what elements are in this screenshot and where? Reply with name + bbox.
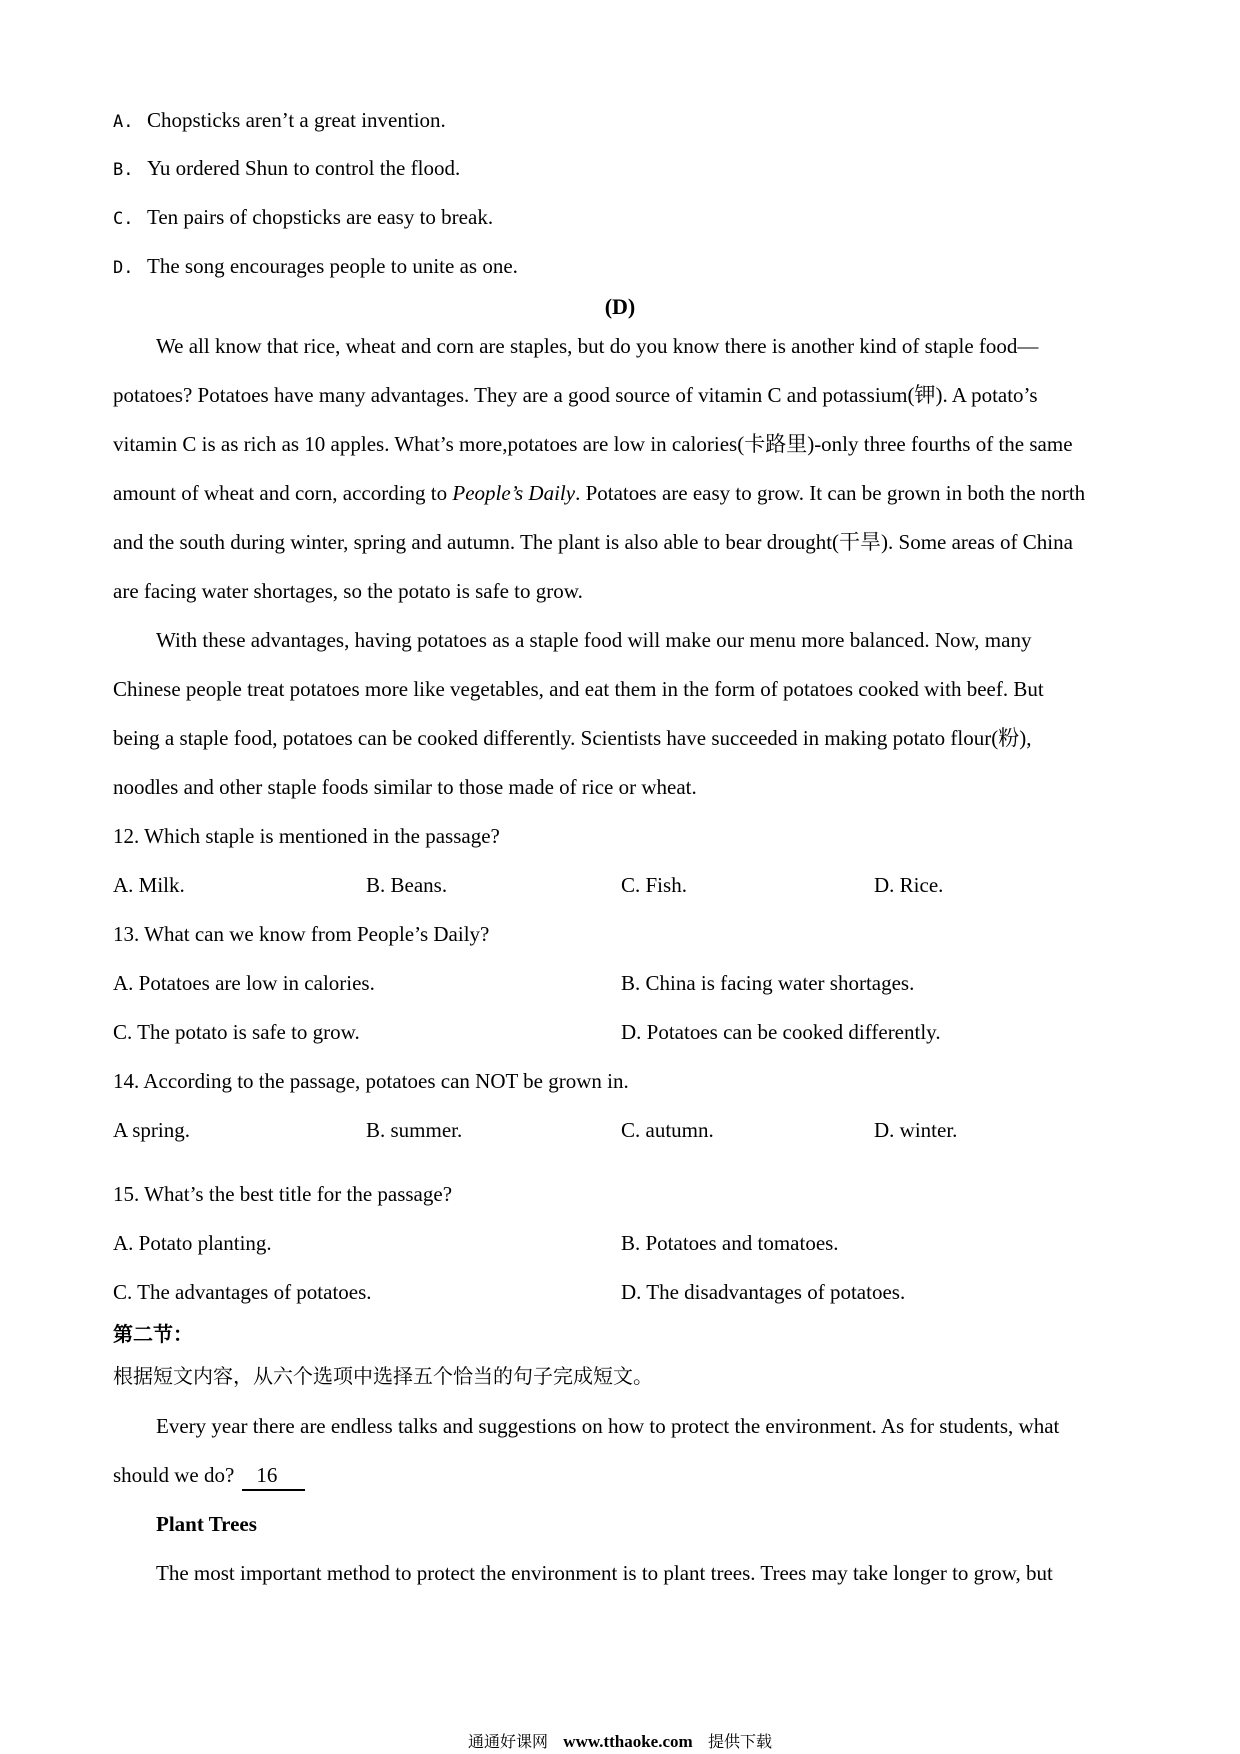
passage-line: vitamin C is as rich as 10 apples. What’s more,potatoes are low in calories(卡路里)-only three fourths of the same	[113, 432, 1073, 456]
newspaper-name: People’s Daily	[452, 481, 576, 505]
q14-option-c: C. autumn.	[621, 1118, 714, 1142]
question-13: 13. What can we know from People’s Daily?	[113, 922, 490, 946]
passage-line: Every year there are endless talks and suggestions on how to protect the environment. As for students, what	[156, 1414, 1060, 1438]
passage-line: We all know that rice, wheat and corn are staples, but do you know there is another kind of staple food—	[156, 334, 1039, 358]
q13-option-b: B. China is facing water shortages.	[621, 971, 915, 995]
passage-line: Chinese people treat potatoes more like vegetables, and eat them in the form of potatoes cooked with beef. But	[113, 677, 1044, 701]
prev-option-d: D. The song encourages people to unite as one.	[113, 254, 518, 278]
section-heading: (D)	[604, 294, 636, 319]
question-14: 14. According to the passage, potatoes can NOT be grown in.	[113, 1069, 629, 1093]
passage-line: The most important method to protect the environment is to plant trees. Trees may take longer to grow, but	[156, 1561, 1053, 1585]
q15-option-a: A. Potato planting.	[113, 1231, 272, 1255]
prev-option-a: A. Chopsticks aren’t a great invention.	[113, 108, 446, 132]
q12-option-d: D. Rice.	[874, 873, 944, 897]
q15-option-b: B. Potatoes and tomatoes.	[621, 1231, 839, 1255]
passage-line: noodles and other staple foods similar to those made of rice or wheat.	[113, 775, 697, 799]
q12-option-a: A. Milk.	[113, 873, 185, 897]
q12-option-c: C. Fish.	[621, 873, 687, 897]
answer-blank-16[interactable]: 16	[242, 1461, 305, 1491]
question-12: 12. Which staple is mentioned in the passage?	[113, 824, 500, 848]
question-15: 15. What’s the best title for the passage?	[113, 1182, 453, 1206]
q14-option-d: D. winter.	[874, 1118, 958, 1142]
prev-option-b: B. Yu ordered Shun to control the flood.	[113, 156, 461, 180]
q15-option-c: C. The advantages of potatoes.	[113, 1280, 372, 1304]
passage-line: potatoes? Potatoes have many advantages. They are a good source of vitamin C and potassium(钾). A potato’s	[113, 383, 1038, 407]
subheading: Plant Trees	[156, 1512, 257, 1536]
prev-option-c: C. Ten pairs of chopsticks are easy to break.	[113, 205, 494, 229]
q13-option-d: D. Potatoes can be cooked differently.	[621, 1020, 941, 1044]
q15-option-d: D. The disadvantages of potatoes.	[621, 1280, 906, 1304]
part-two-instruction: 根据短文内容，从六个选项中选择五个恰当的句子完成短文。	[113, 1364, 653, 1388]
q14-option-a: A spring.	[113, 1118, 191, 1142]
page-footer: 通通好课网 www.tthaoke.com 提供下载	[468, 1732, 772, 1751]
passage-line: should we do? 16	[113, 1461, 305, 1491]
q13-option-a: A. Potatoes are low in calories.	[113, 971, 375, 995]
q14-option-b: B. summer.	[366, 1118, 463, 1142]
q12-option-b: B. Beans.	[366, 873, 448, 897]
passage-line: amount of wheat and corn, according to People’s Daily. Potatoes are easy to grow. It can be grown in both the north	[113, 481, 1086, 505]
footer-link[interactable]: www.tthaoke.com	[563, 1732, 693, 1751]
passage-line: are facing water shortages, so the potato is safe to grow.	[113, 579, 583, 603]
passage-line: and the south during winter, spring and autumn. The plant is also able to bear drought(干旱). Some areas of China	[113, 530, 1073, 554]
q13-option-c: C. The potato is safe to grow.	[113, 1020, 360, 1044]
part-two-title: 第二节：	[113, 1322, 193, 1346]
passage-line: being a staple food, potatoes can be cooked differently. Scientists have succeeded in making potato flour(粉),	[113, 726, 1032, 750]
passage-line: With these advantages, having potatoes as a staple food will make our menu more balanced. Now, many	[156, 628, 1032, 652]
